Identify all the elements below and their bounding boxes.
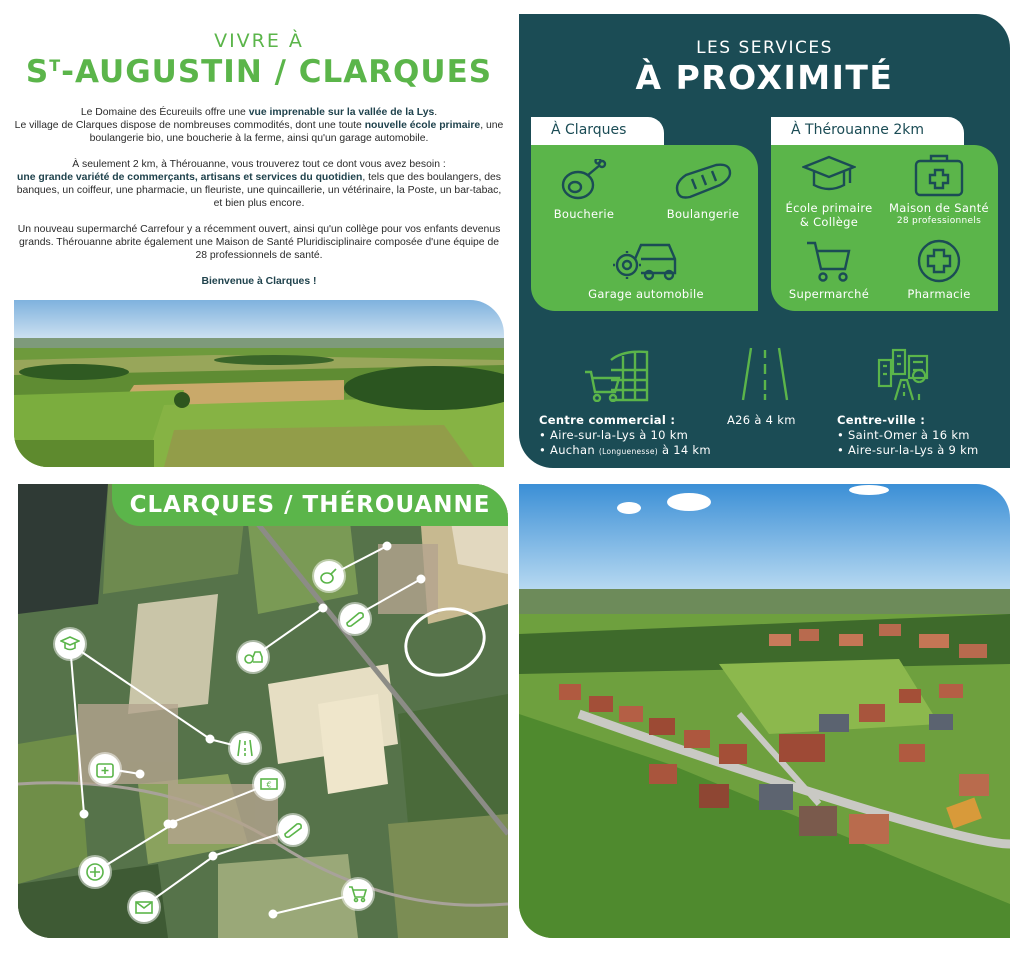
highway-pin[interactable] — [230, 733, 260, 763]
tab-clarques: À Clarques — [531, 117, 664, 145]
service-ecole: École primaire & Collège — [775, 153, 883, 229]
car-repair-icon — [243, 647, 263, 667]
bread-icon — [345, 609, 365, 629]
pharmacy-cross-icon — [85, 862, 105, 882]
medical-kit-icon — [95, 759, 115, 779]
pharmacy-cross-icon — [915, 239, 963, 283]
shopping-cart-icon — [805, 239, 853, 283]
landscape-photo — [14, 300, 504, 467]
service-boucherie: Boucherie — [539, 159, 629, 221]
aerial-map — [18, 484, 508, 938]
garage-pin[interactable] — [238, 642, 268, 672]
service-supermarche: Supermarché — [775, 239, 883, 301]
post-office-pin[interactable] — [129, 892, 159, 922]
service-garage: Garage automobile — [571, 235, 721, 301]
residence-aerial-photo — [519, 484, 1010, 938]
shopping-center-icon — [583, 348, 651, 402]
bread-icon — [283, 820, 303, 840]
services-panel — [519, 14, 1010, 468]
bread-icon — [672, 159, 734, 203]
map-title: CLARQUES / THÉROUANNE — [112, 484, 508, 526]
heading-vivre: VIVRE À — [214, 30, 304, 52]
intro-paragraph-2: À seulement 2 km, à Thérouanne, vous trouverez tout ce dont vous avez besoin : une grande variété de commerçants, artisans et services du quotidien, tels que des boulangers, des banques, un coiffeur, une pharmacie, un fleuriste, une quincaillerie, un vétérinaire, la Poste, un bar-tabac, et bien plus encore. — [16, 159, 502, 209]
intro-welcome: Bienvenue à Clarques ! — [201, 276, 317, 287]
bakery-pin-clarques[interactable] — [340, 604, 370, 634]
health-center-pin[interactable] — [90, 754, 120, 784]
car-repair-icon — [611, 235, 681, 283]
graduation-cap-icon — [60, 634, 80, 654]
graduation-cap-icon — [802, 153, 856, 197]
highway-icon — [235, 738, 255, 758]
svg-text:€: € — [266, 780, 272, 790]
bank-pin[interactable] — [254, 769, 284, 799]
heading-town: $S^T$-AUGUSTIN / CLARQUES — [25, 54, 493, 90]
banknote-icon — [259, 774, 279, 794]
intro-section — [14, 30, 504, 288]
commercial-info: Centre commercial : • Aire-sur-la-Lys à 10 km • Auchan (Longuenesse) à 14 km — [539, 413, 711, 457]
supermarket-pin[interactable] — [343, 879, 373, 909]
services-title-small: LES SERVICES — [696, 38, 833, 58]
pharmacy-pin[interactable] — [80, 857, 110, 887]
shopping-cart-icon — [348, 884, 368, 904]
service-pharmacie: Pharmacie — [883, 239, 995, 301]
ham-icon — [558, 159, 610, 203]
clarques-card — [531, 145, 758, 311]
service-boulangerie: Boulangerie — [653, 159, 753, 221]
services-title-big: À PROXIMITÉ — [635, 58, 894, 97]
highway-icon — [741, 346, 789, 402]
city-center-icon — [875, 346, 933, 402]
therouanne-card — [771, 145, 998, 311]
service-maison-sante: Maison de Santé 28 professionnels — [883, 153, 995, 226]
ham-icon — [319, 566, 339, 586]
tab-therouanne: À Thérouanne 2km — [771, 117, 964, 145]
mail-icon — [134, 897, 154, 917]
intro-paragraph-1: Le Domaine des Écureuils offre une vue imprenable sur la vallée de la Lys. Le village de Clarques dispose de nombreuses commodités, dont une toute nouvelle école primaire, une boulangerie bio, une boucherie à la ferme, ainsi qu'un garage automobile. — [14, 107, 504, 144]
medical-kit-icon — [913, 153, 965, 197]
boucherie-pin[interactable] — [314, 561, 344, 591]
school-pin[interactable] — [55, 629, 85, 659]
city-info: Centre-ville : • Saint-Omer à 16 km • Aire-sur-la-Lys à 9 km — [837, 413, 979, 457]
intro-paragraph-3: Un nouveau supermarché Carrefour y a récemment ouvert, ainsi qu'un collège pour vos enfants devenus grands. Thérouanne abrite également une Maison de Santé Pluridisciplinaire composée d'une équipe de 28 professionnels de santé. — [17, 224, 501, 261]
bakery-pin-therouanne[interactable] — [278, 815, 308, 845]
highway-info: A26 à 4 km — [727, 413, 796, 427]
